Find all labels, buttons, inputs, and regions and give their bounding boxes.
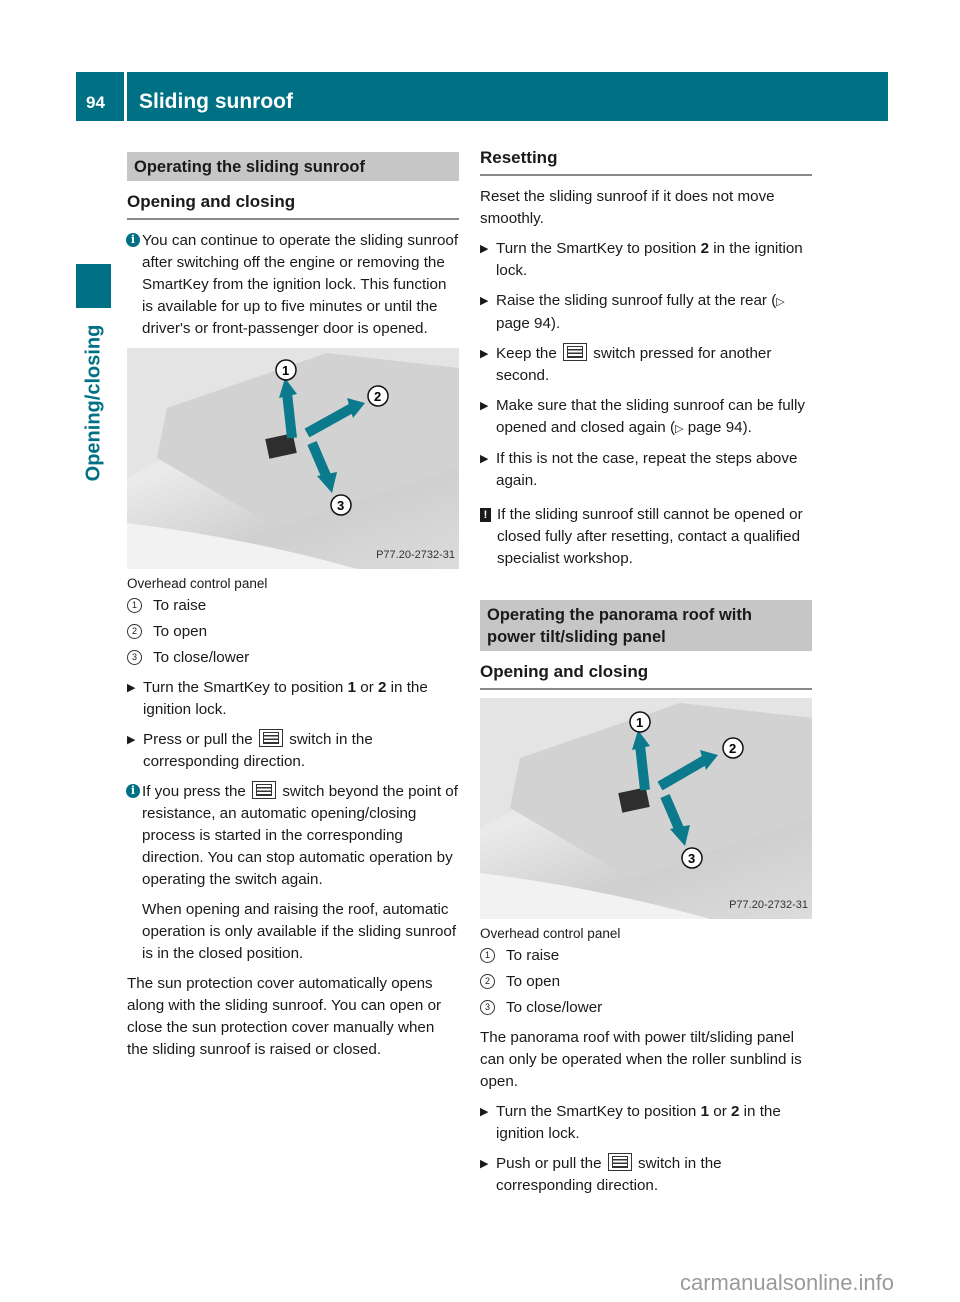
page-ref-link[interactable]: page 94). bbox=[496, 315, 561, 332]
step-arrow-icon: ▶ bbox=[480, 243, 489, 255]
callout-number: 3 bbox=[480, 1000, 495, 1015]
instruction-step: ▶ Raise the sliding sunroof fully at the rear (▷ page 94). bbox=[480, 292, 785, 332]
figure-caption: Overhead control panel bbox=[480, 926, 621, 941]
step-arrow-icon: ▶ bbox=[480, 453, 489, 465]
page-ref-icon[interactable]: ▷ bbox=[675, 423, 684, 435]
instruction-step: ▶ If this is not the case, repeat the steps above again. bbox=[480, 450, 798, 489]
step-arrow-icon: ▶ bbox=[127, 682, 136, 694]
side-tab-label: Opening/closing bbox=[82, 324, 104, 482]
side-tab bbox=[76, 308, 111, 498]
instruction-step: ▶ Push or pull the switch in the corresponding direction. bbox=[480, 1155, 722, 1194]
info-note: i If you press the switch beyond the point of resistance, an automatic opening/closing process is started in the corresponding direction. You can stop automatic operation by operating the switch again. When opening and raising the roof, automatic operation is only available if the sliding sunroof is in the closed position. bbox=[127, 781, 459, 965]
left-column bbox=[127, 152, 459, 1069]
warning-note: ! If the sliding sunroof still cannot be opened or closed fully after resetting, contact a qualified specialist workshop. bbox=[480, 504, 812, 570]
info-text: When opening and raising the roof, automatic operation is only available if the sliding sunroof is in the closed position. bbox=[142, 901, 457, 962]
page-number-block bbox=[76, 72, 124, 121]
sunroof-switch-icon bbox=[259, 729, 283, 747]
warning-icon: ! bbox=[480, 508, 491, 522]
sunroof-switch-icon bbox=[563, 343, 587, 361]
page-number: 94 bbox=[86, 93, 105, 112]
step-arrow-icon: ▶ bbox=[480, 1158, 489, 1170]
step-arrow-icon: ▶ bbox=[480, 1106, 489, 1118]
section-title: Operating the panorama roof with power tilt/sliding panel bbox=[480, 600, 812, 651]
figure-code: P77.20-2732-31 bbox=[729, 899, 808, 911]
instruction-step: ▶ Keep the switch pressed for another second. bbox=[480, 345, 772, 384]
chapter-title: Sliding sunroof bbox=[139, 90, 293, 113]
step-arrow-icon: ▶ bbox=[480, 400, 489, 412]
svg-text:3: 3 bbox=[688, 851, 696, 866]
right-column bbox=[480, 147, 812, 1205]
svg-text:3: 3 bbox=[337, 498, 345, 513]
legend-item: 1 To raise bbox=[127, 595, 459, 617]
watermark: carmanualsonline.info bbox=[680, 1270, 895, 1295]
subsection-title: Opening and closing bbox=[480, 661, 812, 690]
instruction-step: ▶ Turn the SmartKey to position 1 or 2 in the ignition lock. bbox=[127, 679, 428, 718]
callout-number: 2 bbox=[480, 974, 495, 989]
sunroof-switch-icon bbox=[252, 781, 276, 799]
figure-code: P77.20-2732-31 bbox=[376, 549, 455, 561]
body-paragraph: Reset the sliding sunroof if it does not move smoothly. bbox=[480, 188, 775, 227]
instruction-step: ▶ Press or pull the switch in the corresponding direction. bbox=[127, 731, 373, 770]
legend-item: 3 To close/lower bbox=[480, 997, 812, 1019]
info-icon: i bbox=[126, 233, 140, 247]
svg-text:1: 1 bbox=[636, 715, 644, 730]
side-tab-marker bbox=[76, 264, 111, 308]
section-title: Operating the sliding sunroof bbox=[127, 152, 459, 181]
page-ref-icon[interactable]: ▷ bbox=[776, 296, 785, 308]
legend-item: 2 To open bbox=[127, 621, 459, 643]
legend-item: 2 To open bbox=[480, 971, 812, 993]
subsection-title: Opening and closing bbox=[127, 191, 459, 220]
callout-number: 2 bbox=[127, 624, 142, 639]
callout-number: 1 bbox=[480, 948, 495, 963]
overhead-panel-figure bbox=[127, 348, 459, 569]
page-ref-link[interactable]: page 94). bbox=[683, 419, 752, 436]
legend-item: 3 To close/lower bbox=[127, 647, 459, 669]
svg-text:2: 2 bbox=[729, 741, 737, 756]
svg-text:1: 1 bbox=[282, 363, 290, 378]
instruction-step: ▶ Turn the SmartKey to position 1 or 2 in the ignition lock. bbox=[480, 1103, 781, 1142]
instruction-step: ▶ Make sure that the sliding sunroof can be fully opened and closed again (▷ page 94). bbox=[480, 397, 805, 436]
legend-item: 1 To raise bbox=[480, 945, 812, 967]
overhead-panel-illustration bbox=[127, 348, 459, 569]
overhead-panel-figure bbox=[480, 698, 812, 919]
info-icon: i bbox=[126, 784, 140, 798]
sunroof-switch-icon bbox=[608, 1153, 632, 1171]
callout-number: 1 bbox=[127, 598, 142, 613]
subsection-title: Resetting bbox=[480, 147, 812, 176]
step-arrow-icon: ▶ bbox=[127, 734, 136, 746]
body-paragraph: The panorama roof with power tilt/sliding panel can only be operated when the roller sunblind is open. bbox=[480, 1029, 802, 1090]
overhead-panel-illustration bbox=[480, 698, 812, 919]
callout-number: 3 bbox=[127, 650, 142, 665]
svg-text:2: 2 bbox=[374, 389, 382, 404]
info-note bbox=[127, 230, 459, 340]
body-paragraph: The sun protection cover automatically opens along with the sliding sunroof. You can open or close the sun protection cover manually when the sliding sunroof is raised or closed. bbox=[127, 975, 442, 1058]
figure-caption: Overhead control panel bbox=[127, 576, 268, 591]
step-arrow-icon: ▶ bbox=[480, 348, 489, 360]
chapter-header bbox=[127, 72, 888, 121]
instruction-step: ▶ Turn the SmartKey to position 2 in the ignition lock. bbox=[480, 240, 803, 279]
info-text: You can continue to operate the sliding sunroof after switching off the engine or removing the SmartKey from the ignition lock. This function is available for up to five minutes or until the driver's or front-passenger door is opened. bbox=[142, 232, 459, 337]
step-arrow-icon: ▶ bbox=[480, 295, 489, 307]
